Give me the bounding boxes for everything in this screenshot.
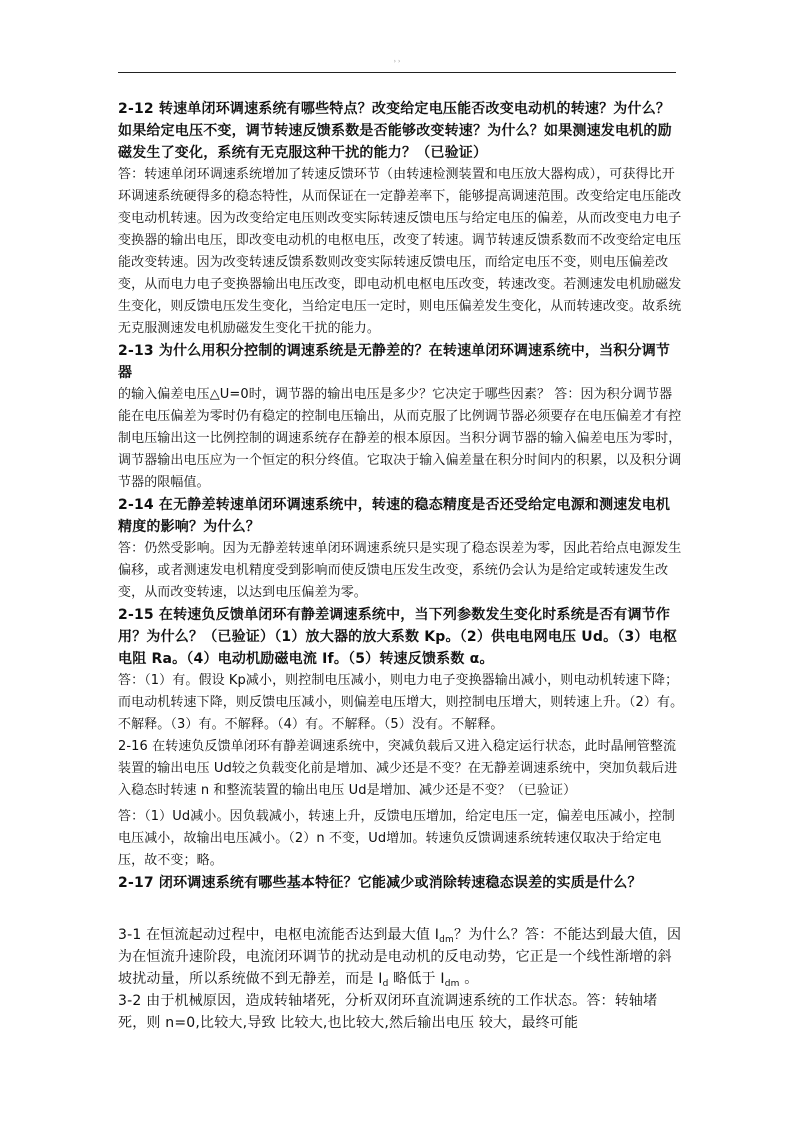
section-gap: [118, 894, 684, 924]
answer-2-15: 答：（1）有。假设 Kp减小，则控制电压减小，则电力电子变换器输出减小，则电动机转速下降；而电动机转速下降，则反馈电压减小，则偏差电压增大，则控制电压增大，则转速上升。（2）有。不解释。（3）有。不解释。（4）有。不解释。（5）没有。不解释。: [118, 673, 684, 732]
item-3-1: [118, 924, 684, 990]
header-divider: [118, 72, 676, 73]
question-2-16: 2-16 在转速负反馈单闭环有静差调速系统中，突减负载后又进入稳定运行状态，此时晶闸管整流装置的输出电压 Ud较之负载变化前是增加、减少还是不变？在无静差调速系统中，突加负载后进入稳态时转速 n 和整流装置的输出电压 Ud是增加、减少还是不变？（已验证）: [118, 739, 678, 798]
question-2-17: 2-17 闭环调速系统有哪些基本特征？它能减少或消除转速稳态误差的实质是什么？: [118, 875, 642, 891]
item-3-1-sub-b: d: [382, 979, 389, 989]
item-3-1-text-b: ？为什么？答：不能达到最大值，因为在恒流升速阶段，电流闭环调节的扰动是电动机的反电动势，它正是一个线性渐增的斜坡扰动量，所以系统做不到无静差，而是 I: [118, 927, 682, 987]
answer-2-14: 答：仍然受影响。因为无静差转速单闭环调速系统只是实现了稳态误差为零，因此若给点电源发生偏移，或者测速发电机精度受到影响而使反馈电压发生改变，系统仍会认为是给定或转速发生改变，从而改变转速，以达到电压偏差为零。: [118, 541, 682, 600]
page-header-mark: › ›: [393, 58, 401, 65]
item-3-1-text-d: 。: [459, 971, 479, 987]
answer-2-16: 答：（1）Ud减小。因负载减小，转速上升，反馈电压增加，给定电压一定，偏差电压减小，控制电压减小，故输出电压减小。（2）n 不变，Ud增加。转速负反馈调速系统转速仅取决于给定电压，故不变；略。: [118, 809, 675, 868]
answer-2-13: 的输入偏差电压△U=0时，调节器的输出电压是多少？它决定于哪些因素？ 答：因为积分调节器能在电压偏差为零时仍有稳定的控制电压输出，从而克服了比例调节器必须要存在电压偏差才有控制电压输出这一比例控制的调速系统存在静差的根本原因。当积分调节器的输入偏差电压为零时，调节器输出电压应为一个恒定的积分终值。它取决于输入偏差量在积分时间内的积累，以及积分调节器的限幅值。: [118, 387, 682, 490]
item-3-1-sub-c: dm: [444, 979, 460, 989]
answer-2-12: 答：转速单闭环调速系统增加了转速反馈环节（由转速检测装置和电压放大器构成），可获得比开环调速系统硬得多的稳态特性，从而保证在一定静差率下，能够提高调速范围。改变给定电压能改变电动机转速。因为改变给定电压则改变实际转速反馈电压与给定电压的偏差，从而改变电力电子变换器的输出电压，即改变电动机的电枢电压，改变了转速。调节转速反馈系数而不改变给定电压能改变转速。因为改变转速反馈系数则改变实际转速反馈电压，而给定电压不变，则电压偏差改变，从而电力电子变换器输出电压改变，即电动机电枢电压改变，转速改变。若测速发电机励磁发生变化，则反馈电压发生变化，当给定电压一定时，则电压偏差发生变化，从而转速改变。故系统无克服测速发电机励磁发生变化干扰的能力。: [118, 167, 682, 336]
question-2-14: 2-14 在无静差转速单闭环调速系统中，转速的稳态精度是否还受给定电源和测速发电机精度的影响？为什么？: [118, 497, 671, 535]
item-3-1-text-c: 略低于 I: [388, 971, 445, 987]
question-2-12: 2-12 转速单闭环调速系统有哪些特点？改变给定电压能否改变电动机的转速？为什么？如果给定电压不变，调节转速反馈系数是否能够改变转速？为什么？如果测速发电机的励磁发生了变化，系统有无克服这种干扰的能力？（已验证）: [118, 101, 672, 161]
question-2-13: 2-13 为什么用积分控制的调速系统是无静差的？在转速单闭环调速系统中，当积分调节器: [118, 343, 671, 381]
question-2-15: 2-15 在转速负反馈单闭环有静差调速系统中，当下列参数发生变化时系统是否有调节作用？为什么？（已验证）（1）放大器的放大系数 Kp。（2）供电电网电压 Ud。（3）电枢电阻 Ra。（4）电动机励磁电流 If。（5）转速反馈系数 α。: [118, 607, 678, 667]
item-3-1-sub-a: dm: [439, 935, 454, 945]
item-3-2: 3-2 由于机械原因，造成转轴堵死，分析双闭环直流调速系统的工作状态。答：转轴堵死，则 n=0,比较大,导致 比较大,也比较大,然后输出电压 较大，最终可能: [118, 993, 658, 1031]
document-body: [118, 98, 684, 1034]
item-3-1-text-a: 3-1 在恒流起动过程中，电枢电流能否达到最大值 I: [118, 927, 440, 943]
